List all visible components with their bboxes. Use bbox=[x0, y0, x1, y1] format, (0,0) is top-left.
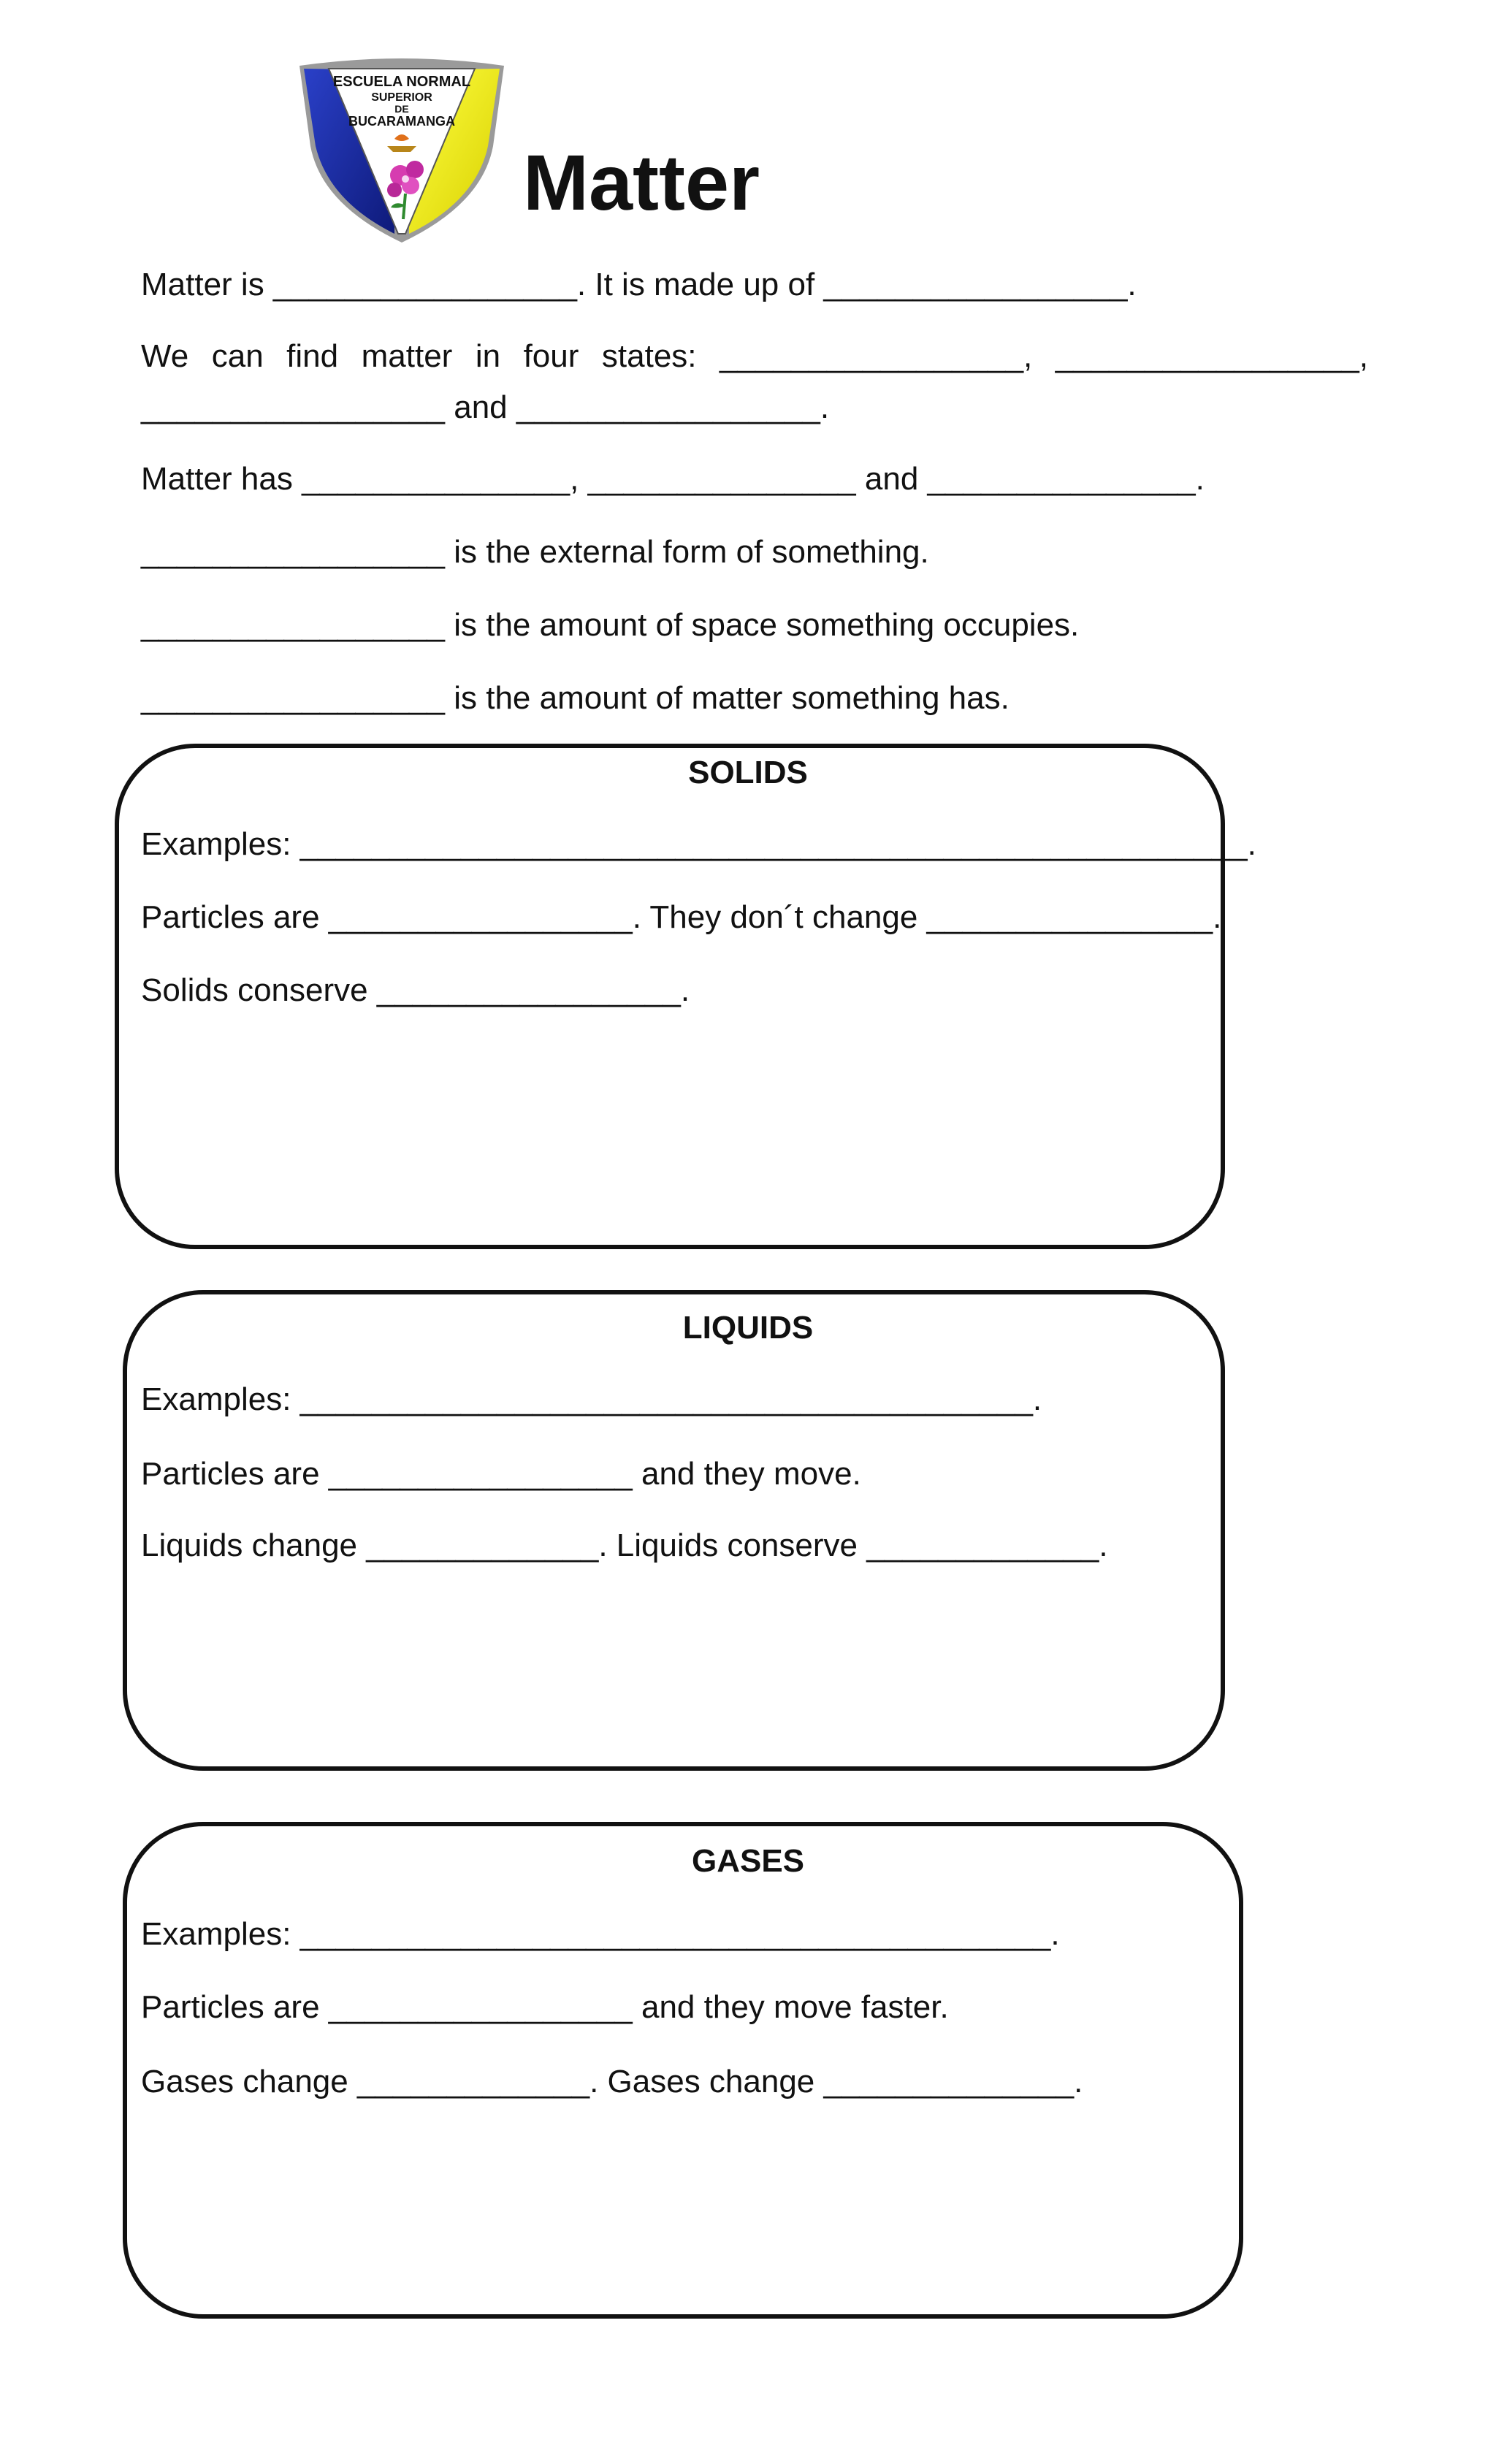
intro-line-volume: _________________ is the amount of space something occupies. bbox=[141, 607, 1080, 643]
states-word: matter bbox=[361, 338, 453, 374]
states-word: can bbox=[211, 338, 264, 374]
school-shield-icon bbox=[285, 51, 519, 248]
states-blank: _________________, bbox=[1055, 338, 1368, 374]
liquids-change: Liquids change _____________. Liquids conserve _____________. bbox=[141, 1527, 1108, 1563]
gases-particles: Particles are _________________ and they move faster. bbox=[141, 1989, 949, 2025]
school-logo bbox=[285, 51, 519, 248]
solids-particles: Particles are _________________. They don´t change ________________. bbox=[141, 899, 1222, 935]
intro-line-definition: Matter is _________________. It is made up of _________________. bbox=[141, 267, 1137, 302]
solids-examples: Examples: _____________________________________________________. bbox=[141, 826, 1256, 862]
liquids-particles: Particles are _________________ and they move. bbox=[141, 1456, 861, 1492]
gases-examples: Examples: __________________________________________. bbox=[141, 1916, 1060, 1952]
solids-heading: SOLIDS bbox=[688, 755, 808, 790]
logo-text-line1: ESCUELA NORMAL bbox=[332, 74, 471, 90]
states-blank: _________________, bbox=[720, 338, 1033, 374]
states-word: states: bbox=[601, 338, 697, 374]
states-word: We bbox=[141, 338, 189, 374]
liquids-examples: Examples: _________________________________________. bbox=[141, 1381, 1042, 1417]
logo-text-line2: SUPERIOR bbox=[371, 91, 432, 104]
logo-text-line3: DE bbox=[394, 103, 409, 115]
gases-change: Gases change _____________. Gases change ______________. bbox=[141, 2064, 1083, 2099]
states-word: in bbox=[475, 338, 501, 374]
intro-line-states-cont: _________________ and _________________. bbox=[141, 389, 830, 425]
states-word: four bbox=[523, 338, 579, 374]
intro-line-mass: _________________ is the amount of matter something has. bbox=[141, 680, 1010, 716]
liquids-heading: LIQUIDS bbox=[682, 1310, 814, 1346]
intro-line-states bbox=[141, 336, 1368, 377]
intro-line-properties: Matter has _______________, _______________ and _______________. bbox=[141, 461, 1205, 497]
states-word: find bbox=[286, 338, 339, 374]
intro-line-shape: _________________ is the external form of something. bbox=[141, 534, 929, 570]
solids-conserve: Solids conserve _________________. bbox=[141, 972, 690, 1008]
page-title: Matter bbox=[523, 138, 760, 226]
logo-text-line4: BUCARAMANGA bbox=[348, 114, 455, 129]
gases-heading: GASES bbox=[691, 1843, 805, 1879]
